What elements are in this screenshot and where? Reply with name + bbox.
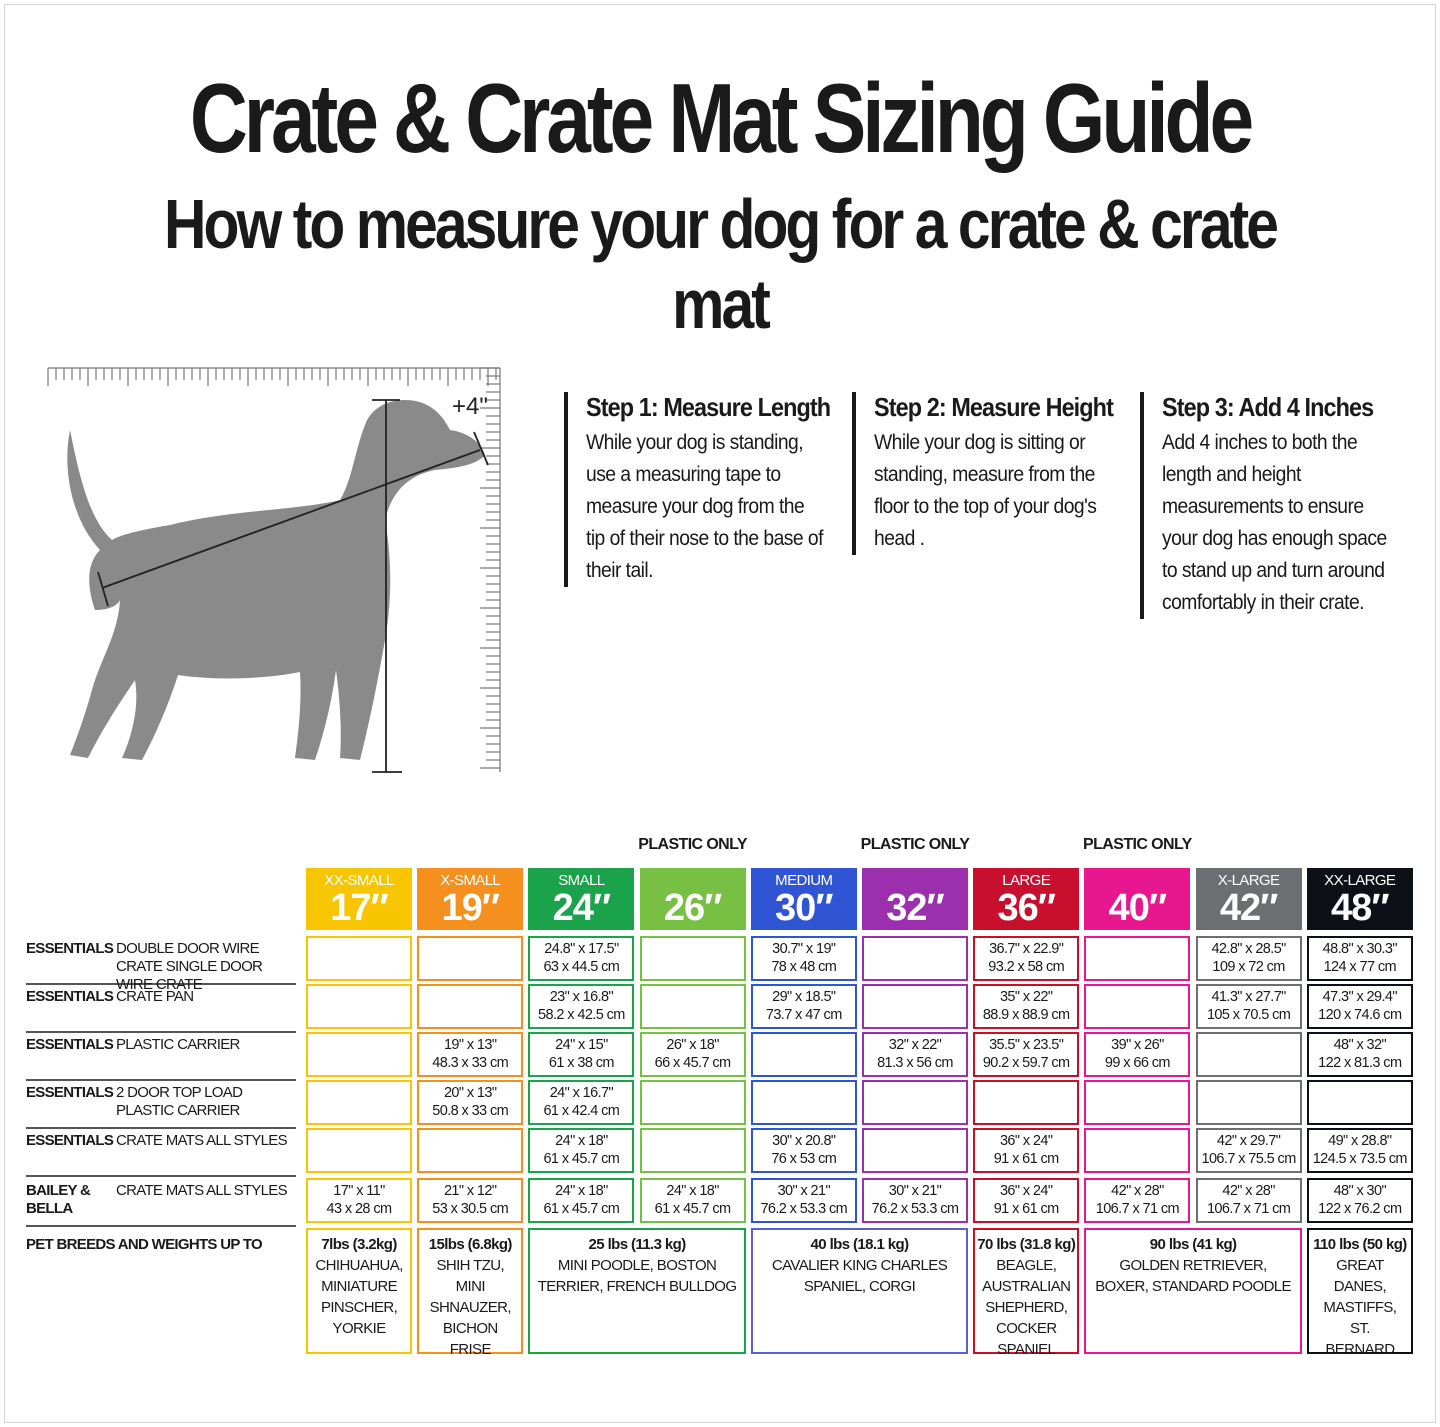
table-cell: [751, 1032, 857, 1077]
row-brand: BAILEY & BELLA: [26, 1182, 91, 1217]
cell-inches: 36.7" x 22.9": [989, 941, 1064, 957]
cell-cm: 43 x 28 cm: [326, 1201, 392, 1217]
table-cell: [1196, 1080, 1302, 1125]
table-cell: [1084, 1080, 1190, 1125]
size-label: XX-SMALL: [324, 872, 394, 889]
table-cell: [528, 936, 634, 981]
cell-cm: 122 x 81.3 cm: [1318, 1055, 1402, 1071]
table-cell: [417, 1032, 523, 1077]
dog-measurement-illustration: [40, 360, 540, 780]
size-label: X-SMALL: [440, 872, 501, 889]
table-cell: [1084, 1128, 1190, 1173]
cell-cm: 81.3 x 56 cm: [877, 1055, 953, 1071]
size-number: 30″: [775, 887, 833, 929]
size-label: XX-LARGE: [1324, 872, 1396, 889]
step-1-title: Step 1: Measure Length: [586, 392, 831, 422]
table-cell: [862, 1032, 968, 1077]
table-cell: [417, 1178, 523, 1223]
table-cell: [862, 984, 968, 1029]
table-cell: [306, 1128, 412, 1173]
breed-cell: [528, 1228, 745, 1354]
cell-cm: 63 x 44.5 cm: [543, 959, 620, 975]
row-brand: ESSENTIALS: [26, 1084, 114, 1101]
breed-names: GREAT DANES, MASTIFFS, ST. BERNARD: [1323, 1257, 1397, 1358]
size-number: 36″: [997, 887, 1055, 929]
cell-cm: 99 x 66 cm: [1104, 1055, 1170, 1071]
cell-cm: 76 x 53 cm: [771, 1151, 837, 1167]
row-label: [26, 1182, 296, 1227]
size-header-26: [640, 868, 746, 930]
step-2-text: While your dog is sitting or standing, measure from the floor to the top of your dog's head .: [874, 431, 1097, 550]
row-brand: ESSENTIALS: [26, 988, 114, 1005]
cell-cm: 53 x 30.5 cm: [432, 1201, 509, 1217]
cell-cm: 73.7 x 47 cm: [765, 1007, 842, 1023]
table-cell: [417, 936, 523, 981]
cell-inches: 30" x 20.8": [772, 1133, 836, 1149]
cell-cm: 93.2 x 58 cm: [988, 959, 1065, 975]
row-brand: ESSENTIALS: [26, 1036, 114, 1053]
cell-inches: 35.5" x 23.5": [989, 1037, 1064, 1053]
breed-names: MINI POODLE, BOSTON TERRIER, FRENCH BULLDOG: [537, 1257, 737, 1295]
size-number: 48″: [1331, 887, 1389, 929]
table-cell: [1307, 1080, 1413, 1125]
size-number: 42″: [1219, 887, 1278, 929]
cell-cm: 120 x 74.6 cm: [1318, 1007, 1402, 1023]
table-cell: [862, 1080, 968, 1125]
cell-inches: 47.3" x 29.4": [1322, 989, 1397, 1005]
table-cell: [862, 1128, 968, 1173]
row-label: [26, 1132, 296, 1177]
breed-cell: [973, 1228, 1079, 1358]
cell-inches: 24" x 15": [555, 1037, 608, 1053]
cell-cm: 88.9 x 88.9 cm: [982, 1007, 1070, 1023]
table-cell: [862, 1178, 968, 1223]
length-ruler: [48, 368, 500, 386]
table-cell: [640, 1128, 746, 1173]
table-cell: [862, 936, 968, 981]
table-cell: [1084, 1178, 1190, 1223]
cell-cm: 61 x 45.7 cm: [543, 1201, 620, 1217]
table-cell: [640, 936, 746, 981]
table-cell: [1196, 936, 1302, 981]
row-label: [26, 940, 296, 993]
size-header-36: [973, 868, 1079, 930]
cell-inches: 42" x 29.7": [1216, 1133, 1281, 1149]
table-cell: [1307, 984, 1413, 1029]
cell-inches: 41.3" x 27.7": [1211, 989, 1286, 1005]
breed-names: GOLDEN RETRIEVER, BOXER, STANDARD POODLE: [1095, 1257, 1291, 1295]
step-3-text: Add 4 inches to both the length and height measurements to ensure your dog has enough space to stand up and turn around comfortably in their crate.: [1162, 431, 1387, 614]
size-header-32: [862, 868, 968, 930]
breed-weight: 25 lbs (11.3 kg): [588, 1236, 686, 1253]
table-cell: [528, 1032, 634, 1077]
breed-cell: [1307, 1228, 1413, 1358]
page-title: Crate & Crate Mat Sizing Guide: [189, 63, 1251, 173]
cell-cm: 122 x 76.2 cm: [1318, 1201, 1402, 1217]
size-number: 19″: [441, 887, 499, 929]
table-cell: [751, 984, 857, 1029]
cell-inches: 24" x 16.7": [549, 1085, 614, 1101]
table-cell: [751, 1178, 857, 1223]
plus-four-label: +4": [452, 393, 488, 420]
cell-cm: 50.8 x 33 cm: [432, 1103, 509, 1119]
breed-cell: [1084, 1228, 1301, 1354]
cell-inches: 24" x 18": [555, 1133, 608, 1149]
row-product: 2 DOOR TOP LOAD PLASTIC CARRIER: [116, 1084, 243, 1119]
table-cell: [1307, 1128, 1413, 1173]
cell-inches: 42.8" x 28.5": [1211, 941, 1286, 957]
row-product: CRATE MATS ALL STYLES: [116, 1132, 287, 1149]
cell-cm: 106.7 x 75.5 cm: [1201, 1151, 1296, 1167]
row-product: DOUBLE DOOR WIRE CRATE SINGLE DOOR WIRE CRATE: [116, 940, 263, 993]
cell-cm: 124.5 x 73.5 cm: [1312, 1151, 1407, 1167]
breeds-row-label: [26, 1236, 296, 1256]
breed-weight: 110 lbs (50 kg): [1313, 1236, 1407, 1253]
cell-inches: 48" x 30": [1333, 1183, 1387, 1199]
table-cell: [1196, 1032, 1302, 1077]
cell-inches: 42" x 28": [1111, 1183, 1164, 1199]
table-cell: [1196, 1178, 1302, 1223]
cell-cm: 109 x 72 cm: [1212, 959, 1285, 975]
table-cell: [417, 1080, 523, 1125]
table-cell: [306, 1032, 412, 1077]
cell-inches: 49" x 28.8": [1328, 1133, 1392, 1149]
breed-names: BEAGLE, AUSTRALIAN SHEPHERD, COCKER SPANIEL: [982, 1257, 1071, 1358]
size-number: 26″: [663, 887, 722, 929]
size-header-24: [528, 868, 634, 930]
table-cell: [528, 1128, 634, 1173]
row-product: PLASTIC CARRIER: [116, 1036, 240, 1053]
size-number: 32″: [886, 887, 944, 929]
table-cell: [417, 984, 523, 1029]
table-cell: [1084, 1032, 1190, 1077]
height-ruler: [480, 368, 500, 772]
size-number: 24″: [552, 887, 611, 929]
table-cell: [528, 984, 634, 1029]
step-3: [1140, 392, 1420, 619]
size-number: 40″: [1108, 887, 1167, 929]
cell-inches: 26" x 18": [666, 1037, 719, 1053]
size-label: LARGE: [1002, 872, 1051, 889]
plastic-only-label: PLASTIC ONLY: [638, 836, 747, 853]
table-cell: [640, 1032, 746, 1077]
size-header-40: [1084, 868, 1190, 930]
cell-cm: 61 x 38 cm: [548, 1055, 614, 1071]
breed-weight: 70 lbs (31.8 kg): [977, 1236, 1076, 1253]
cell-inches: 35" x 22": [999, 989, 1053, 1005]
size-label: X-LARGE: [1217, 872, 1280, 889]
table-cell: [751, 1128, 857, 1173]
cell-inches: 19" x 13": [443, 1037, 497, 1053]
step-1-text: While your dog is standing, use a measuring tape to measure your dog from the tip of their nose to the base of their tail.: [586, 431, 823, 582]
size-label: MEDIUM: [775, 872, 833, 889]
table-cell: [973, 1032, 1079, 1077]
breed-cell: [306, 1228, 412, 1354]
size-header-42: [1196, 868, 1302, 930]
table-cell: [528, 1080, 634, 1125]
table-cell: [640, 1080, 746, 1125]
cell-inches: 23" x 16.8": [549, 989, 614, 1005]
plastic-only-label: PLASTIC ONLY: [860, 836, 970, 853]
cell-cm: 66 x 45.7 cm: [654, 1055, 731, 1071]
breed-names: SHIH TZU, MINI SHNAUZER, BICHON FRISE: [429, 1257, 511, 1358]
cell-inches: 30.7" x 19": [772, 941, 836, 957]
table-cell: [973, 936, 1079, 981]
cell-inches: 24.8" x 17.5": [544, 941, 619, 957]
cell-cm: 78 x 48 cm: [771, 959, 837, 975]
table-cell: [1196, 1128, 1302, 1173]
cell-inches: 48" x 32": [1333, 1037, 1387, 1053]
table-cell: [1084, 984, 1190, 1029]
breeds-label: PET BREEDS AND WEIGHTS UP TO: [26, 1236, 262, 1253]
table-cell: [640, 984, 746, 1029]
size-header-30: [751, 868, 857, 930]
cell-cm: 48.3 x 33 cm: [432, 1055, 509, 1071]
cell-cm: 106.7 x 71 cm: [1206, 1201, 1291, 1217]
step-2: [852, 392, 1132, 555]
cell-cm: 76.2 x 53.3 cm: [871, 1201, 959, 1217]
cell-inches: 29" x 18.5": [772, 989, 836, 1005]
page-subtitle: How to measure your dog for a crate & crate mat: [164, 185, 1276, 343]
cell-cm: 106.7 x 71 cm: [1095, 1201, 1180, 1217]
cell-inches: 21" x 12": [443, 1183, 497, 1199]
cell-inches: 42" x 28": [1222, 1183, 1275, 1199]
table-cell: [306, 1178, 412, 1223]
cell-cm: 61 x 45.7 cm: [543, 1151, 620, 1167]
table-cell: [1307, 1032, 1413, 1077]
table-cell: [973, 1178, 1079, 1223]
cell-inches: 24" x 18": [666, 1183, 719, 1199]
breed-weight: 7lbs (3.2kg): [321, 1236, 397, 1253]
table-cell: [973, 1128, 1079, 1173]
table-cell: [306, 936, 412, 981]
row-brand: ESSENTIALS: [26, 940, 114, 957]
plastic-only-label: PLASTIC ONLY: [1083, 836, 1192, 853]
breed-weight: 15lbs (6.8kg): [428, 1236, 512, 1253]
table-cell: [973, 1080, 1079, 1125]
cell-cm: 61 x 42.4 cm: [543, 1103, 620, 1119]
table-cell: [1196, 984, 1302, 1029]
table-cell: [973, 984, 1079, 1029]
size-header-19: [417, 868, 523, 930]
cell-inches: 39" x 26": [1111, 1037, 1164, 1053]
cell-inches: 20" x 13": [443, 1085, 497, 1101]
cell-inches: 48.8" x 30.3": [1322, 941, 1397, 957]
cell-inches: 36" x 24": [999, 1183, 1053, 1199]
breed-weight: 90 lbs (41 kg): [1149, 1236, 1237, 1253]
cell-cm: 91 x 61 cm: [993, 1201, 1059, 1217]
size-header-17: [306, 868, 412, 930]
cell-inches: 36" x 24": [999, 1133, 1053, 1149]
table-cell: [1307, 936, 1413, 981]
row-label: [26, 1084, 296, 1129]
row-product: CRATE PAN: [116, 988, 194, 1005]
table-cell: [751, 936, 857, 981]
step-2-title: Step 2: Measure Height: [874, 392, 1113, 422]
step-3-title: Step 3: Add 4 Inches: [1162, 392, 1374, 422]
row-label: [26, 988, 296, 1033]
table-cell: [751, 1080, 857, 1125]
breed-cell: [417, 1228, 523, 1358]
breed-weight: 40 lbs (18.1 kg): [810, 1236, 909, 1253]
cell-inches: 24" x 18": [555, 1183, 608, 1199]
cell-cm: 76.2 x 53.3 cm: [760, 1201, 848, 1217]
cell-cm: 124 x 77 cm: [1323, 959, 1396, 975]
cell-cm: 91 x 61 cm: [993, 1151, 1059, 1167]
size-header-48: [1307, 868, 1413, 930]
breed-cell: [751, 1228, 968, 1354]
table-cell: [417, 1128, 523, 1173]
table-cell: [306, 984, 412, 1029]
table-cell: [528, 1178, 634, 1223]
cell-cm: 105 x 70.5 cm: [1206, 1007, 1291, 1023]
row-label: [26, 1036, 296, 1081]
dog-silhouette-icon: [67, 400, 485, 760]
cell-inches: 32" x 22": [888, 1037, 942, 1053]
table-cell: [1307, 1178, 1413, 1223]
cell-cm: 58.2 x 42.5 cm: [538, 1007, 625, 1023]
row-brand: ESSENTIALS: [26, 1132, 114, 1149]
table-cell: [1084, 936, 1190, 981]
size-number: 17″: [330, 887, 388, 929]
breed-names: CAVALIER KING CHARLES SPANIEL, CORGI: [771, 1257, 948, 1295]
table-cell: [306, 1080, 412, 1125]
cell-inches: 30" x 21": [777, 1183, 831, 1199]
row-product: CRATE MATS ALL STYLES: [116, 1182, 287, 1199]
cell-cm: 61 x 45.7 cm: [654, 1201, 731, 1217]
step-1: [564, 392, 844, 587]
table-cell: [640, 1178, 746, 1223]
breed-names: CHIHUAHUA, MINIATURE PINSCHER, YORKIE: [315, 1257, 403, 1337]
cell-cm: 90.2 x 59.7 cm: [982, 1055, 1070, 1071]
cell-inches: 17" x 11": [333, 1183, 385, 1199]
size-label: SMALL: [558, 872, 605, 889]
cell-inches: 30" x 21": [888, 1183, 942, 1199]
